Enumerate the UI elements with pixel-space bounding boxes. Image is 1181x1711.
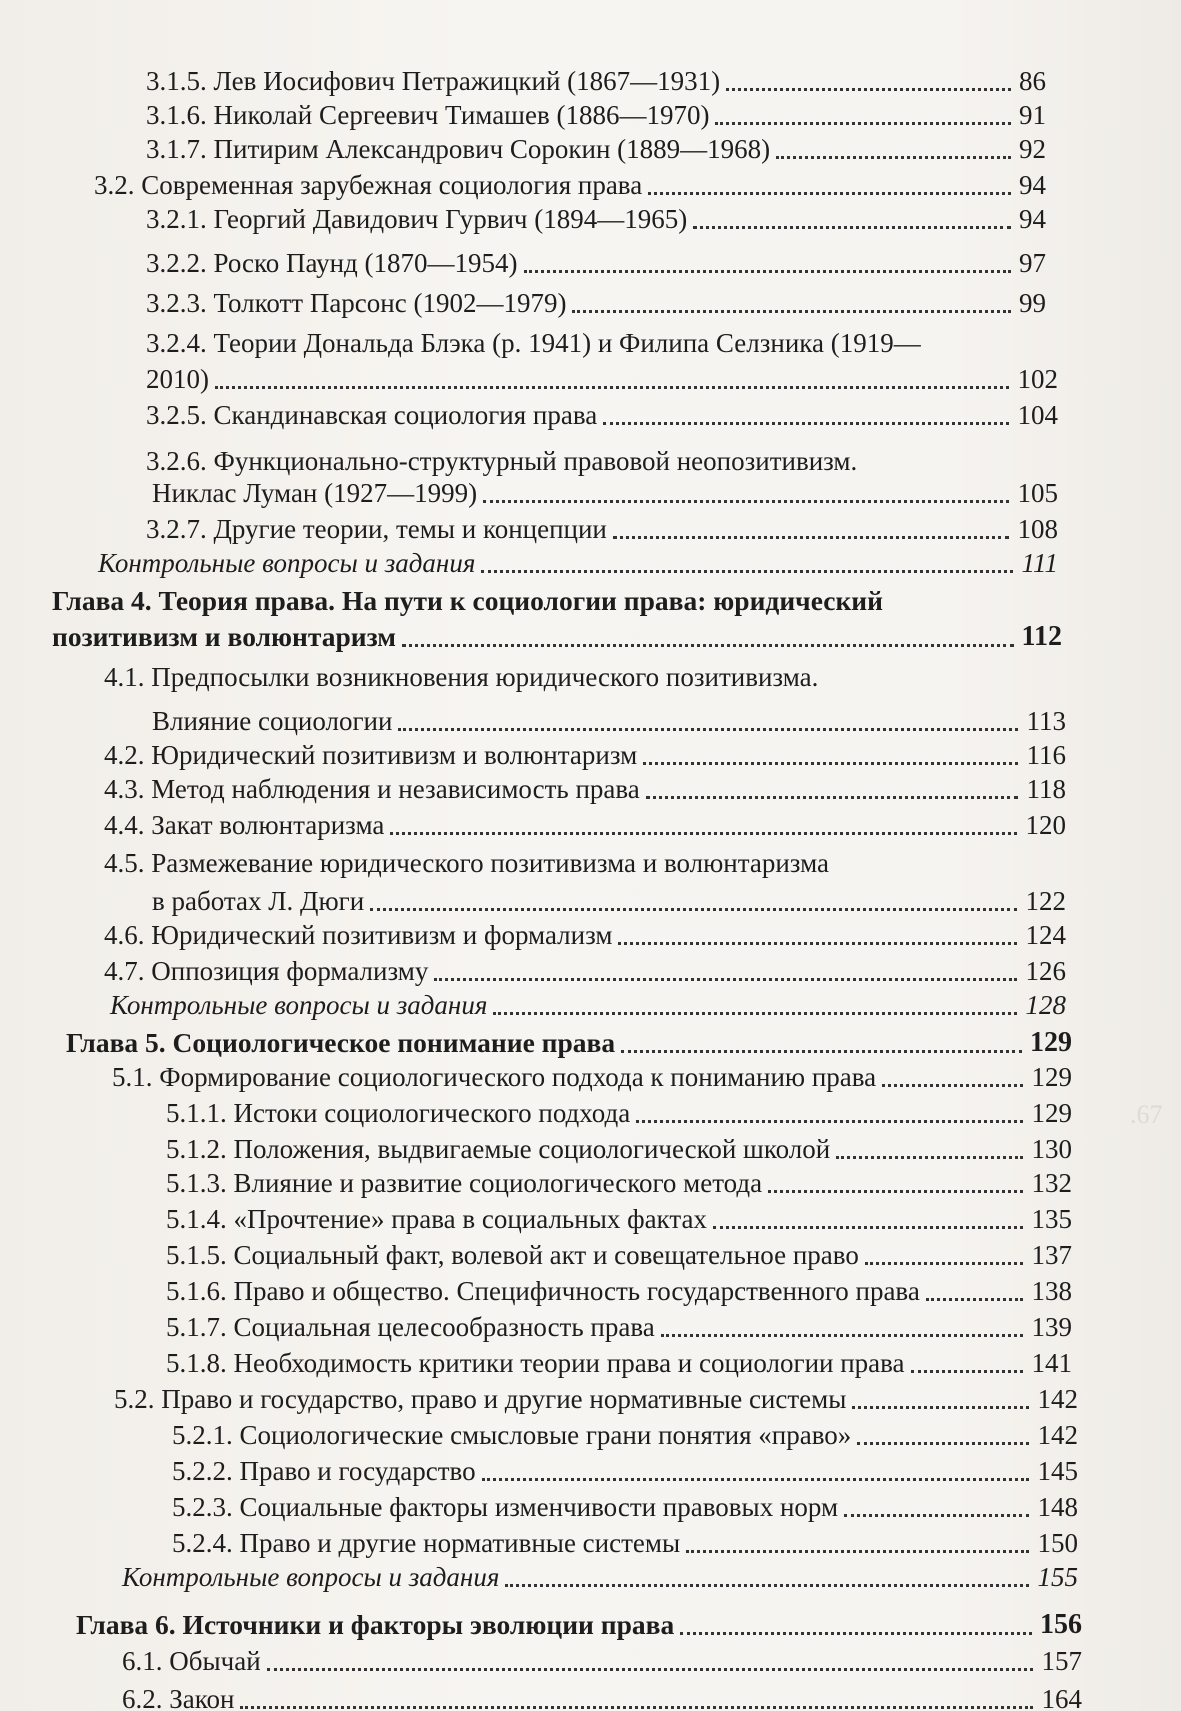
chapter-heading[interactable] — [76, 1608, 1082, 1642]
toc-entry[interactable] — [110, 988, 1066, 1022]
toc-entry-page: 138 — [1031, 1276, 1072, 1306]
toc-entry[interactable] — [166, 1238, 1072, 1272]
toc-entry[interactable] — [172, 1454, 1078, 1488]
toc-entry[interactable] — [146, 246, 1046, 280]
toc-entry[interactable] — [104, 772, 1066, 806]
chapter-heading[interactable] — [52, 620, 1062, 654]
toc-entry[interactable] — [172, 1418, 1078, 1452]
toc-entry-title: 3.2.7. Другие теории, темы и концепции — [146, 514, 607, 544]
toc-entry-title: Контрольные вопросы и задания — [110, 990, 488, 1020]
toc-entry-page: 164 — [1041, 1684, 1082, 1711]
toc-entry-page: 132 — [1031, 1168, 1072, 1198]
toc-entry-page: 116 — [1026, 740, 1066, 770]
toc-entry-page: 137 — [1031, 1240, 1072, 1270]
toc-entry-page: 92 — [1019, 134, 1046, 164]
toc-entry-page: 94 — [1019, 170, 1046, 200]
toc-entry-title: 5.1. Формирование социологического подхода к пониманию права — [112, 1062, 877, 1092]
toc-entry-title: 5.1.5. Социальный факт, волевой акт и совещательное право — [166, 1240, 859, 1270]
toc-entry[interactable] — [172, 1490, 1078, 1524]
toc-entry-page: 126 — [1025, 956, 1066, 986]
toc-entry-title: 5.1.3. Влияние и развитие социологического метода — [166, 1168, 763, 1198]
toc-entry-page: 111 — [1021, 548, 1058, 578]
toc-entry[interactable] — [104, 954, 1066, 988]
toc-entry-page: 97 — [1019, 248, 1046, 278]
toc-entry-page: 145 — [1037, 1456, 1078, 1486]
toc-entry-title: 3.2.6. Функционально-структурный правовой неопозитивизм. — [146, 446, 858, 476]
toc-entry-page: 120 — [1025, 810, 1066, 840]
toc-entry-title: Контрольные вопросы и задания — [98, 548, 476, 578]
toc-entry-title: Контрольные вопросы и задания — [122, 1562, 500, 1592]
toc-entry[interactable] — [146, 202, 1046, 236]
chapter-heading[interactable] — [52, 584, 1062, 618]
toc-entry-title: 3.2. Современная зарубежная социология права — [94, 170, 643, 200]
toc-entry-page: 113 — [1026, 706, 1066, 736]
toc-entry-title: 3.2.1. Георгий Давидович Гурвич (1894—1965) — [146, 204, 688, 234]
toc-entry-title: 4.6. Юридический позитивизм и формализм — [104, 920, 613, 950]
toc-entry-title: 6.2. Закон — [122, 1684, 235, 1711]
toc-entry[interactable] — [152, 476, 1058, 510]
toc-entry[interactable] — [114, 1382, 1078, 1416]
toc-entry-title: 4.3. Метод наблюдения и независимость права — [104, 774, 640, 804]
toc-entry-page: 108 — [1017, 514, 1058, 544]
toc-entry-page: 142 — [1037, 1420, 1078, 1450]
chapter-title: Глава 5. Социологическое понимание права — [66, 1027, 616, 1058]
toc-entry-title: 5.1.8. Необходимость критики теории права и социологии права — [166, 1348, 905, 1378]
toc-entry[interactable] — [152, 704, 1066, 738]
toc-entry[interactable] — [166, 1346, 1072, 1380]
toc-entry[interactable] — [146, 444, 1058, 478]
toc-entry-title: 5.2.4. Право и другие нормативные системы — [172, 1528, 681, 1558]
toc-entry-page: 135 — [1031, 1204, 1072, 1234]
toc-entry-page: 99 — [1019, 288, 1046, 318]
toc-entry[interactable] — [146, 286, 1046, 320]
toc-entry-title: 4.4. Закат волюнтаризма — [104, 810, 385, 840]
toc-entry[interactable] — [146, 512, 1058, 546]
toc-entry-page: 102 — [1017, 364, 1058, 394]
toc-entry-page: 130 — [1031, 1134, 1072, 1164]
toc-entry-title: 3.2.4. Теории Дональда Блэка (р. 1941) и Филипа Селзника (1919— — [146, 328, 921, 358]
toc-entry-title: Влияние социологии — [152, 706, 393, 736]
toc-entry-title: 2010) — [146, 364, 209, 394]
toc-entry[interactable] — [146, 326, 1046, 360]
toc-entry[interactable] — [146, 398, 1058, 432]
toc-entry-title: 5.2.1. Социологические смысловые грани понятия «право» — [172, 1420, 852, 1450]
toc-entry-title: 4.2. Юридический позитивизм и волюнтаризм — [104, 740, 638, 770]
toc-entry-title: в работах Л. Дюги — [152, 886, 365, 916]
toc-entry[interactable] — [122, 1644, 1082, 1678]
toc-entry-page: 104 — [1017, 400, 1058, 430]
toc-entry-page: 91 — [1019, 100, 1046, 130]
toc-entry-title: 4.1. Предпосылки возникновения юридического позитивизма. — [104, 662, 819, 692]
toc-entry[interactable] — [152, 884, 1066, 918]
toc-entry[interactable] — [104, 738, 1066, 772]
toc-entry-page: 128 — [1025, 990, 1066, 1020]
toc-entry-page: 150 — [1037, 1528, 1078, 1558]
toc-entry[interactable] — [146, 64, 1046, 98]
chapter-title: позитивизм и волюнтаризм — [52, 621, 396, 652]
toc-entry-title: 3.1.7. Питирим Александрович Сорокин (1889—1968) — [146, 134, 771, 164]
toc-entry-title: 4.7. Оппозиция формализму — [104, 956, 429, 986]
toc-entry[interactable] — [122, 1560, 1078, 1594]
bleed-through-mark: .67 — [1130, 1100, 1163, 1129]
toc-entry[interactable] — [122, 1682, 1082, 1711]
toc-entry-page: 157 — [1041, 1646, 1082, 1676]
toc-entry-title: 3.2.5. Скандинавская социология права — [146, 400, 598, 430]
toc-entry-page: 122 — [1025, 886, 1066, 916]
toc-entry-page: 105 — [1017, 478, 1058, 508]
toc-entry[interactable] — [166, 1202, 1072, 1236]
toc-entry[interactable] — [166, 1132, 1072, 1166]
toc-entry-title: 5.2. Право и государство, право и другие нормативные системы — [114, 1384, 847, 1414]
toc-entry[interactable] — [172, 1526, 1078, 1560]
chapter-title: Глава 6. Источники и факторы эволюции права — [76, 1609, 675, 1640]
toc-entry[interactable] — [166, 1096, 1072, 1130]
toc-entry-page: 118 — [1026, 774, 1066, 804]
toc-entry-title: 6.1. Обычай — [122, 1646, 261, 1676]
toc-entry-page: 129 — [1031, 1098, 1072, 1128]
toc-entry-page: 129 — [1030, 1027, 1072, 1058]
toc-entry-title: Никлас Луман (1927—1999) — [152, 478, 478, 508]
toc-entry-page: 156 — [1040, 1609, 1082, 1640]
toc-entry-page: 155 — [1037, 1562, 1078, 1592]
toc-entry[interactable] — [146, 98, 1046, 132]
toc-entry-title: 5.2.3. Социальные факторы изменчивости правовых норм — [172, 1492, 839, 1522]
toc-entry[interactable] — [94, 168, 1046, 202]
toc-entry-page: 112 — [1021, 621, 1062, 652]
toc-entry-title: 5.1.1. Истоки социологического подхода — [166, 1098, 631, 1128]
toc-entry-title: 5.1.4. «Прочтение» права в социальных фактах — [166, 1204, 707, 1234]
toc-entry-page: 86 — [1019, 66, 1046, 96]
toc-entry-page: 141 — [1031, 1348, 1072, 1378]
toc-entry[interactable] — [146, 132, 1046, 166]
toc-entry-title: 3.1.6. Николай Сергеевич Тимашев (1886—1970) — [146, 100, 710, 130]
toc-entry[interactable] — [166, 1166, 1072, 1200]
toc-entry[interactable] — [146, 362, 1058, 396]
toc-entry[interactable] — [104, 846, 1066, 880]
toc-entry[interactable] — [166, 1310, 1072, 1344]
toc-entry-title: 5.1.2. Положения, выдвигаемые социологической школой — [166, 1134, 831, 1164]
toc-entry[interactable] — [166, 1274, 1072, 1308]
toc-entry-page: 142 — [1037, 1384, 1078, 1414]
toc-entry-title: 3.2.2. Роско Паунд (1870—1954) — [146, 248, 518, 278]
toc-entry-title: 3.2.3. Толкотт Парсонс (1902—1979) — [146, 288, 567, 318]
toc-entry-title: 5.1.7. Социальная целесообразность права — [166, 1312, 655, 1342]
toc-entry-page: 94 — [1019, 204, 1046, 234]
toc-entry[interactable] — [112, 1060, 1072, 1094]
toc-entry-page: 124 — [1025, 920, 1066, 950]
toc-entry-page: 129 — [1031, 1062, 1072, 1092]
toc-entry[interactable] — [104, 808, 1066, 842]
chapter-heading[interactable] — [66, 1026, 1072, 1060]
toc-entry-title: 5.1.6. Право и общество. Специфичность государственного права — [166, 1276, 920, 1306]
toc-entry-title: 5.2.2. Право и государство — [172, 1456, 476, 1486]
toc-entry[interactable] — [104, 660, 1066, 694]
chapter-title: Глава 4. Теория права. На пути к социологии права: юридический — [52, 585, 883, 616]
toc-entry[interactable] — [104, 918, 1066, 952]
toc-entry[interactable] — [98, 546, 1058, 580]
toc-entry-page: 139 — [1031, 1312, 1072, 1342]
toc-entry-title: 3.1.5. Лев Иосифович Петражицкий (1867—1931) — [146, 66, 721, 96]
toc-entry-page: 148 — [1037, 1492, 1078, 1522]
toc-entry-title: 4.5. Размежевание юридического позитивизма и волюнтаризма — [104, 848, 829, 878]
